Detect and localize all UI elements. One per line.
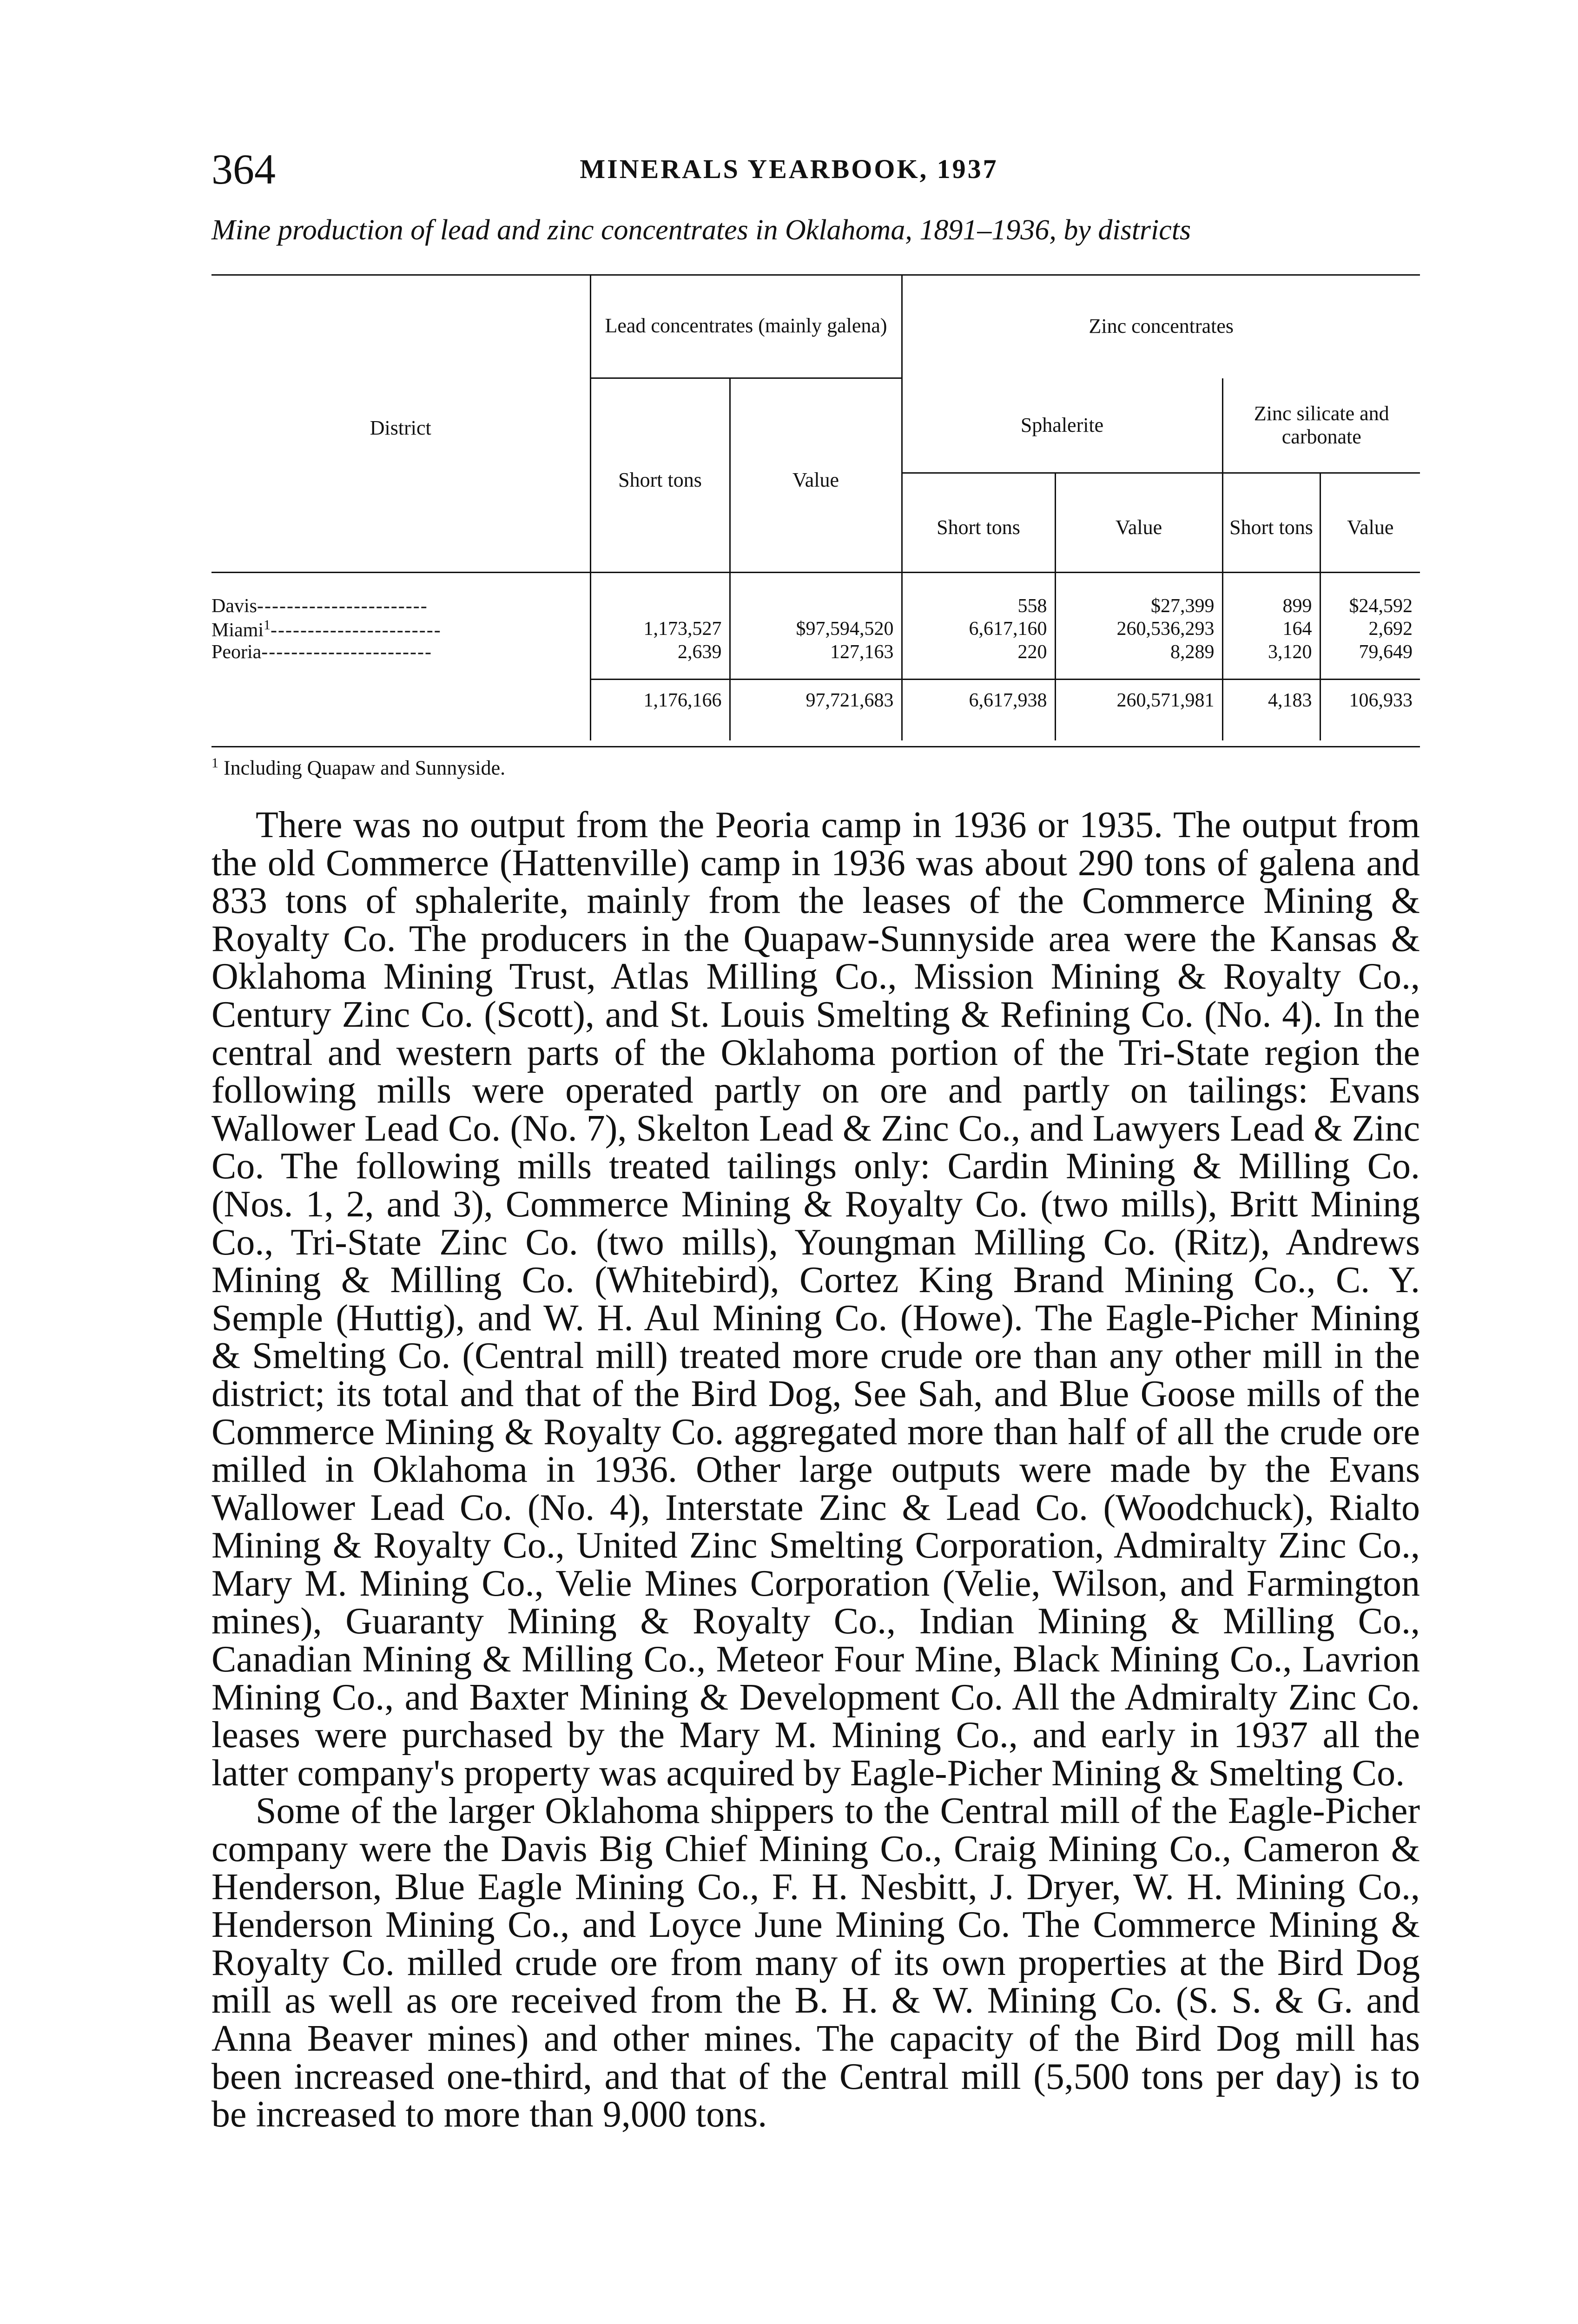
total-lead-value: 97,721,683 [730,680,902,722]
page-number: 364 [211,145,276,193]
paragraph: Some of the larger Oklahoma shippers to the Central mill of the Eagle-Picher company were the Davis Big Chief Mining Co., Craig Mining Co., Cameron & Henderson, Blue Eagle Mining Co., F. H. Nesbitt, J. Dryer, W. H. Mining Co., Henderson Mining Co., and Loyce June Mining Co. The Commerce Mining & Royalty Co. milled crude ore from many of its own properties at the Bird Dog mill as well as ore received from the B. H. & W. Mining Co. (S. S. & G. and Anna Beaver mines) and other mines. The capacity of the Bird Dog mill has been increased one-third, and that of the Central mill (5,500 tons per day) is to be increased to more than 9,000 tons. [211,1790,1420,2135]
running-head: MINERALS YEARBOOK, 1937 [580,154,998,184]
sph-value-cell: $27,399 [1055,595,1222,617]
zs-value-cell: $24,592 [1320,595,1420,617]
body-text [211,806,1420,2134]
table-bottom-rule [211,746,1420,747]
district-name: Davis [211,595,257,617]
header-zinc-concentrates: Zinc concentrates [902,274,1420,378]
table-row: Miami$^1$----------------------- 1,173,527 $97,594,520 6,617,160 260,536,293 164 2,692 [211,617,1420,641]
sph-value-cell: 8,289 [1055,641,1222,663]
sph-tons-cell: 6,617,160 [902,617,1055,641]
header-district: District [370,416,431,439]
header-bottom-rule [211,572,1420,573]
header-sphalerite: Sphalerite [902,378,1222,473]
lead-tons-cell: 2,639 [590,641,730,663]
data-table [211,274,1420,740]
sph-tons-cell: 220 [902,641,1055,663]
total-zs-tons: 4,183 [1222,680,1320,722]
header-zinc-silicate: Zinc silicate and carbonate [1222,378,1420,473]
paragraph: There was no output from the Peoria camp in 1936 or 1935. The output from the old Commerce (Hattenville) camp in 1936 was about 290 tons of galena and 833 tons of sphalerite, mainly from the leases of the Commerce Mining & Royalty Co. The producers in the Quapaw-Sunnyside area were the Kansas & Oklahoma Mining Trust, Atlas Milling Co., Mission Mining & Royalty Co., Century Zinc Co. (Scott), and St. Louis Smelting & Refining Co. (No. 4). In the central and western parts of the Oklahoma portion of the Tri-State region the following mills were operated partly on ore and partly on tailings: Evans Wallower Lead Co. (No. 7), Skelton Lead & Zinc Co., and Lawyers Lead & Zinc Co. The following mills treated tailings only: Cardin Mining & Milling Co. (Nos. 1, 2, and 3), Commerce Mining & Royalty Co. (two mills), Britt Mining Co., Tri-State Zinc Co. (two mills), Youngman Milling Co. (Ritz), Andrews Mining & Milling Co. (Whitebird), Cortez King Brand Mining Co., C. Y. Semple (Huttig), and W. H. Aul Mining Co. (Howe). The Eagle-Picher Mining & Smelting Co. (Central mill) treated more crude ore than any other mill in the district; its total and that of the Bird Dog, See Sah, and Blue Goose mills of the Commerce Mining & Royalty Co. aggregated more than half of all the crude ore milled in Oklahoma in 1936. Other large outputs were made by the Evans Wallower Lead Co. (No. 4), Interstate Zinc & Lead Co. (Woodchuck), Rialto Mining & Royalty Co., United Zinc Smelting Corporation, Admiralty Zinc Co., Mary M. Mining Co., Velie Mines Corporation (Velie, Wilson, and Farmington mines), Guaranty Mining & Royalty Co., Indian Mining & Milling Co., Canadian Mining & Milling Co., Meteor Four Mine, Black Mining Co., Lavrion Mining Co., and Baxter Mining & Development Co. All the Admiralty Zinc Co. leases were purchased by the Mary M. Mining Co., and early in 1937 all the latter company's property was acquired by Eagle-Picher Mining & Smelting Co. [211,805,1420,1794]
header-lead-concentrates: Lead concentrates (mainly galena) [590,274,902,378]
header-sph-short-tons: Short tons [902,473,1055,581]
footnote-marker: 1 [264,617,271,633]
footnote-text: Including Quapaw and Sunnyside. [224,756,506,779]
header-lead-value: Value [730,378,902,581]
total-sph-tons: 6,617,938 [902,680,1055,722]
header-zs-short-tons: Short tons [1222,473,1320,581]
table-footnote [211,755,505,780]
footnote-mark: 1 [211,755,218,771]
table-row: Peoria----------------------- 2,639 127,163 220 8,289 3,120 79,649 [211,641,1420,663]
sph-value-cell: 260,536,293 [1055,617,1222,641]
total-lead-tons: 1,176,166 [590,680,730,722]
zs-tons-cell: 3,120 [1222,641,1320,663]
district-name: Peoria [211,641,262,663]
zs-tons-cell: 899 [1222,595,1320,617]
total-rule [590,679,1420,680]
total-zs-value: 106,933 [1320,680,1420,722]
table-caption: Mine production of lead and zinc concentrates in Oklahoma, 1891–1936, by districts [211,214,1191,246]
table-row: Davis----------------------- 558 $27,399 899 $24,592 [211,595,1420,617]
total-sph-value: 260,571,981 [1055,680,1222,722]
lead-value-cell: 127,163 [730,641,902,663]
zs-value-cell: 79,649 [1320,641,1420,663]
zs-tons-cell: 164 [1222,617,1320,641]
sph-tons-cell: 558 [902,595,1055,617]
zs-value-cell: 2,692 [1320,617,1420,641]
header-zs-value: Value [1320,473,1420,581]
production-table [211,274,1420,748]
lead-value-cell [730,595,902,617]
header-sph-value: Value [1055,473,1222,581]
district-name: Miami [211,619,264,641]
lead-tons-cell: 1,173,527 [590,617,730,641]
header-lead-short-tons: Short tons [590,378,730,581]
total-row [211,680,1420,722]
lead-tons-cell [590,595,730,617]
lead-value-cell: $97,594,520 [730,617,902,641]
